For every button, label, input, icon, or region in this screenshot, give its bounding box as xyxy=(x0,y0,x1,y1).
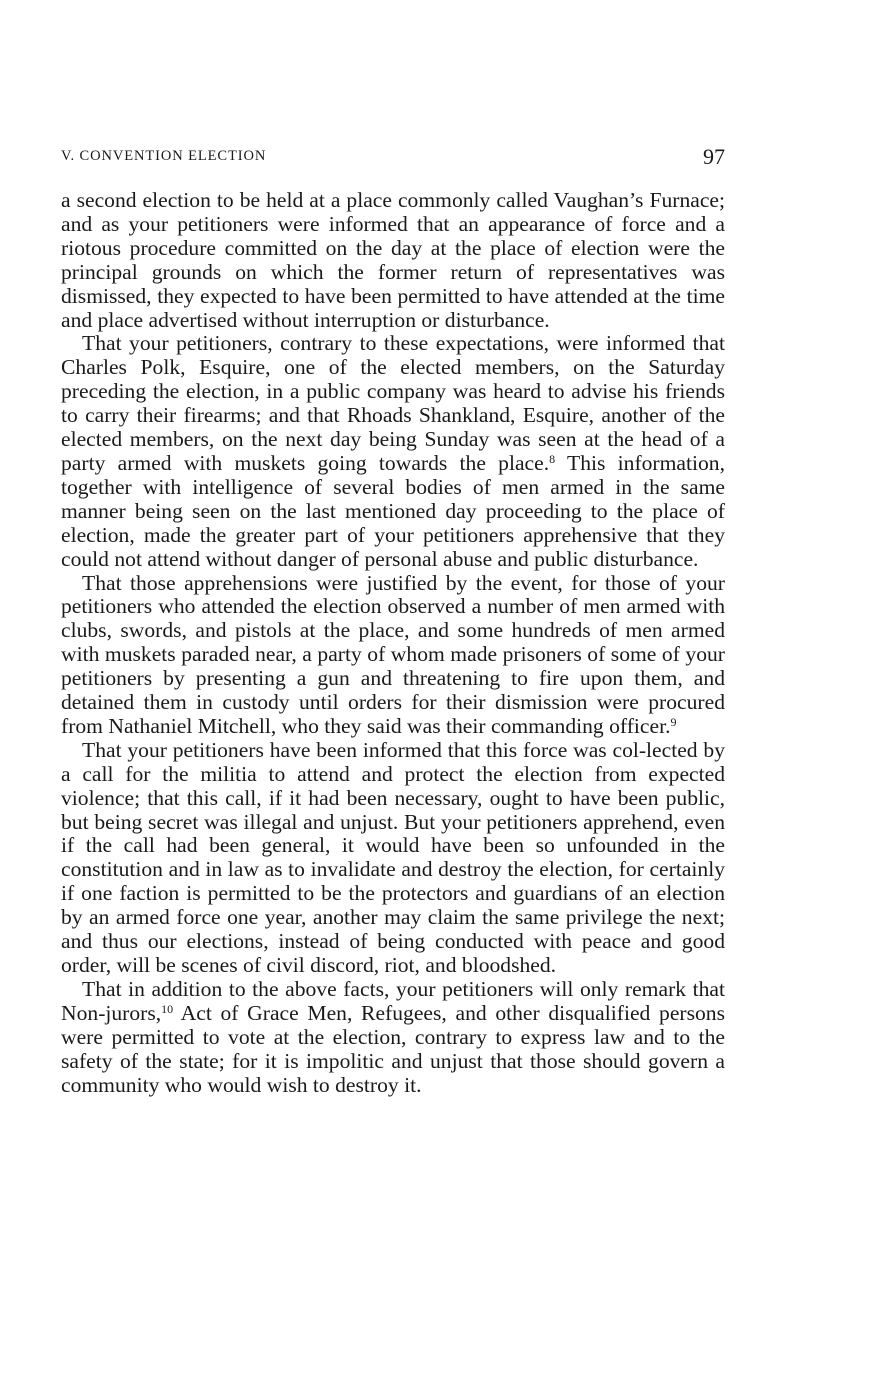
paragraph-text: This information, together with intelligence of several bodies of men armed in the same manner being seen on the last mentioned day proceeding to the place of election, made the greater part of your petitioners apprehensive that they could not attend without danger of personal abuse and public disturbance. xyxy=(61,450,725,571)
footnote-marker: 9 xyxy=(670,714,677,729)
paragraph-text: a second election to be held at a place commonly called Vaughan’s Furnace; and as your petitioners were informed that an appearance of force and a riotous procedure committed on the day at the place of election were the principal grounds on which the former return of representatives was dismissed, they expected to have been permitted to have attended at the time and place advertised without interruption or disturbance. xyxy=(61,188,725,332)
footnote-marker: 8 xyxy=(549,451,556,466)
paragraph-text: That your petitioners have been informed that this force was col-lected by a call for the militia to attend and protect the election from expected violence; that this call, if it had been necessary, ought to have been public, but being secret was illegal and unjust. But your petitioners apprehend, even if the call had been general, it would have been so unfounded in the constitution and in law as to invalidate and destroy the election, for certainly if one faction is permitted to be the protectors and guardians of an election by an armed force one year, another may claim the same privilege the next; and thus our elections, instead of being conducted with peace and good order, will be scenes of civil discord, riot, and bloodshed. xyxy=(61,737,725,977)
paragraph-text: That those apprehensions were justified by the event, for those of your petitioners who attended the election observed a number of men armed with clubs, swords, and pistols at the place, and some hundreds of men armed with muskets paraded near, a party of whom made prisoners of some of your petitioners by presenting a gun and threatening to fire upon them, and detained them in custody until orders for their dismission were procured from Nathaniel Mitchell, who they said was their commanding officer. xyxy=(61,570,725,738)
paragraph-militia xyxy=(61,739,725,978)
footnote-marker: 10 xyxy=(161,1001,174,1016)
body-text xyxy=(61,189,725,1097)
paragraph-apprehensions xyxy=(61,572,725,739)
running-head xyxy=(61,144,725,174)
paragraph-text: Act of Grace Men, Refugees, and other disqualified persons were permitted to vote at the election, contrary to express law and to the safety of the state; for it is impolitic and unjust that those should govern a community who would wish to destroy it. xyxy=(61,1000,725,1097)
paragraph-text: That in addition to the above facts, your petitioners will only remark that Non-jurors, xyxy=(61,976,725,1025)
paragraph-continuation xyxy=(61,189,725,332)
paragraph-firearms xyxy=(61,332,725,571)
paragraph-text: That your petitioners, contrary to these expectations, were informed that Charles Polk, Esquire, one of the elected members, on the Saturday preceding the election, in a public company was heard to advise his friends to carry their firearms; and that Rhoads Shankland, Esquire, another of the elected members, on the next day being Sunday was seen at the head of a party armed with muskets going towards the place. xyxy=(61,331,725,475)
page-number: 97 xyxy=(703,144,725,169)
paragraph-nonjurors xyxy=(61,978,725,1098)
section-title: V. CONVENTION ELECTION xyxy=(61,148,267,164)
